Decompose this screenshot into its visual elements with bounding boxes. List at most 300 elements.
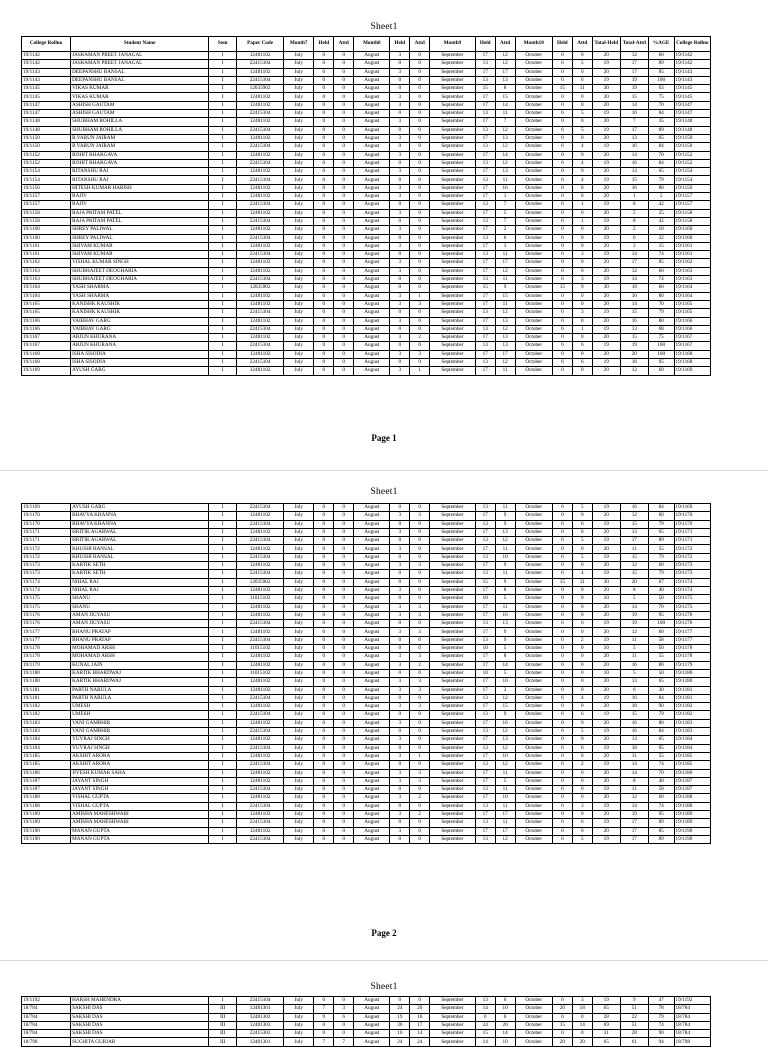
table-cell: SHUBHAJEET DEOGHARIA (71, 276, 209, 284)
table-cell: 0 (334, 251, 354, 259)
table-cell: ASHISH GAUTAM (71, 110, 209, 118)
table-cell: October (515, 143, 552, 151)
table-cell: 2 (572, 636, 592, 644)
table-cell: HITESH KUMAR HARISH (71, 184, 209, 192)
table-cell: 19/1167 (22, 334, 71, 342)
table-cell: September (430, 744, 476, 752)
table-cell: 19/1156 (674, 184, 710, 192)
table-cell: September (430, 719, 476, 727)
table-cell: September (430, 134, 476, 142)
table-cell: September (430, 259, 476, 267)
table-cell: October (515, 168, 552, 176)
table-cell: July (284, 1038, 314, 1046)
table-cell: 0 (390, 60, 410, 68)
table-cell: 12 (620, 267, 648, 275)
table-cell: 0 (334, 1030, 354, 1038)
table-cell: 0 (410, 736, 430, 744)
table-cell: VISHAL GUPTA (71, 802, 209, 810)
table-cell: 14 (572, 1021, 592, 1029)
table-cell: 19 (592, 802, 620, 810)
table-cell: 6 (552, 251, 572, 259)
table-cell: 6 (552, 537, 572, 545)
table-row (22, 827, 711, 835)
table-row (22, 728, 711, 736)
table-cell: 19/1165 (22, 300, 71, 308)
table-cell: September (430, 703, 476, 711)
table-cell: 65 (648, 736, 674, 744)
table-cell: August (354, 769, 390, 777)
table-cell: 0 (334, 694, 354, 702)
table-cell: August (354, 226, 390, 234)
table-cell: I (209, 645, 237, 653)
table-cell: 13 (620, 168, 648, 176)
table-cell: 19 (592, 636, 620, 644)
table-cell: 12481102 (237, 777, 284, 785)
table-cell: 19 (620, 85, 648, 93)
table-cell: 22415104 (237, 835, 284, 843)
table-cell: 13 (475, 76, 495, 84)
table-cell: 8 (620, 201, 648, 209)
table-cell: 0 (572, 752, 592, 760)
table-cell: 0 (314, 110, 334, 118)
table-cell: 0 (334, 678, 354, 686)
table-cell: October (515, 118, 552, 126)
table-row (22, 292, 711, 300)
table-cell: 19/1178 (674, 645, 710, 653)
table-cell: 84 (648, 159, 674, 167)
table-cell: I (209, 786, 237, 794)
table-cell: I (209, 686, 237, 694)
table-cell: I (209, 661, 237, 669)
table-cell: October (515, 325, 552, 333)
table-cell: VISHAL GUPTA (71, 794, 209, 802)
table-cell: 84 (648, 694, 674, 702)
table-cell: October (515, 752, 552, 760)
table-cell: 3 (390, 827, 410, 835)
table-cell: September (430, 159, 476, 167)
table-cell: 100 (648, 76, 674, 84)
table-cell: 5 (495, 645, 515, 653)
table-cell: July (284, 317, 314, 325)
table-cell: III (209, 1030, 237, 1038)
table-cell: 11 (620, 786, 648, 794)
table-cell: September (430, 777, 476, 785)
table-cell: September (430, 93, 476, 101)
table-cell: BHAVYA KHANNA (71, 520, 209, 528)
table-cell: 12481102 (237, 226, 284, 234)
table-cell: 0 (572, 686, 592, 694)
table-cell: 61 (620, 1038, 648, 1046)
table-cell: 0 (552, 134, 572, 142)
table-cell: 15 (475, 85, 495, 93)
table-cell: 17 (475, 226, 495, 234)
table-cell: JASRAMAN PREET JANAGAL (71, 52, 209, 60)
table-cell: 16 (410, 1013, 430, 1021)
table-cell: 0 (390, 325, 410, 333)
table-cell: 5 (620, 595, 648, 603)
table-cell: III (209, 1038, 237, 1046)
table-cell: October (515, 819, 552, 827)
table-cell: 3 (390, 334, 410, 342)
table-cell: 65 (648, 168, 674, 176)
table-cell: 0 (314, 85, 334, 93)
table-cell: 0 (390, 284, 410, 292)
table-cell: SAKSHI DAS (71, 1013, 209, 1021)
table-cell: 3 (390, 777, 410, 785)
table-cell: 0 (475, 1013, 495, 1021)
table-row (22, 143, 711, 151)
table-cell: 19 (592, 176, 620, 184)
table-cell: 70 (648, 300, 674, 308)
table-cell: 0 (314, 777, 334, 785)
table-cell: 80 (648, 292, 674, 300)
table-cell: 15 (475, 284, 495, 292)
table-cell: July (284, 151, 314, 159)
table-cell: 0 (314, 736, 334, 744)
table-cell: July (284, 93, 314, 101)
table-cell: 12481102 (237, 151, 284, 159)
table-cell: July (284, 159, 314, 167)
table-cell: 12481102 (237, 545, 284, 553)
table-cell: 2 (620, 226, 648, 234)
table-cell: 0 (334, 802, 354, 810)
table-cell: JAYANT SINGH (71, 777, 209, 785)
table-cell: October (515, 126, 552, 134)
table-cell: 0 (572, 586, 592, 594)
table-cell: KUNAL JAIN (71, 661, 209, 669)
table-cell: October (515, 777, 552, 785)
table-cell: 0 (572, 786, 592, 794)
table-cell: 3 (410, 653, 430, 661)
table-cell: VANI GAMBHIR (71, 728, 209, 736)
table-cell: 6 (552, 309, 572, 317)
table-cell: 74 (648, 802, 674, 810)
table-cell: August (354, 628, 390, 636)
table-cell: 19/1147 (674, 101, 710, 109)
table-cell: October (515, 827, 552, 835)
table-cell: KARTIK BHARDWAJ (71, 678, 209, 686)
table-cell: SHREY PALIWAL (71, 226, 209, 234)
table-cell: 15 (620, 309, 648, 317)
table-cell: August (354, 234, 390, 242)
table-cell: 13 (475, 325, 495, 333)
table-cell: 22415104 (237, 126, 284, 134)
table-cell: 70 (648, 603, 674, 611)
table-cell: October (515, 367, 552, 375)
table-cell: I (209, 342, 237, 350)
table-cell: 0 (410, 251, 430, 259)
table-cell: July (284, 678, 314, 686)
table-cell: 0 (314, 744, 334, 752)
table-cell: 19 (592, 276, 620, 284)
table-cell: 0 (314, 703, 334, 711)
table-cell: July (284, 728, 314, 736)
table-cell: 16 (495, 719, 515, 727)
table-cell: 22415104 (237, 694, 284, 702)
table-cell: 19/1173 (22, 570, 71, 578)
table-cell: 20 (592, 259, 620, 267)
table-cell: 68 (648, 325, 674, 333)
table-cell: 6 (552, 553, 572, 561)
table-cell: October (515, 669, 552, 677)
table-cell: October (515, 661, 552, 669)
table-cell: September (430, 217, 476, 225)
table-cell: October (515, 636, 552, 644)
table-cell: 12 (620, 52, 648, 60)
table-cell: 19/1152 (22, 151, 71, 159)
table-cell: 11015102 (237, 669, 284, 677)
table-row (22, 669, 711, 677)
table-cell: 9 (495, 520, 515, 528)
table-cell: August (354, 810, 390, 818)
table-cell: 13 (475, 358, 495, 366)
table-cell: 19/1189 (22, 819, 71, 827)
table-cell: August (354, 570, 390, 578)
table-cell: 0 (314, 325, 334, 333)
table-cell: 13 (475, 744, 495, 752)
table-cell: 11 (495, 504, 515, 512)
table-cell: 18 (620, 744, 648, 752)
table-cell: 13 (475, 159, 495, 167)
table-cell: 30 (390, 1021, 410, 1029)
table-cell: 14 (495, 151, 515, 159)
table-cell: 40 (648, 777, 674, 785)
table-cell: 75 (648, 334, 674, 342)
table-cell: 0 (314, 209, 334, 217)
table-cell: 0 (552, 686, 572, 694)
table-cell: July (284, 819, 314, 827)
table-cell: 19/1154 (674, 176, 710, 184)
table-cell: October (515, 694, 552, 702)
table-cell: 70 (648, 769, 674, 777)
table-cell: 19/1142 (22, 52, 71, 60)
table-cell: 0 (390, 694, 410, 702)
table-cell: III (209, 1013, 237, 1021)
table-cell: 5 (572, 835, 592, 843)
table-cell: 15 (648, 242, 674, 250)
table-cell: 22415104 (237, 143, 284, 151)
table-cell: 0 (410, 193, 430, 201)
table-cell: 0 (552, 367, 572, 375)
table-cell: 1 (620, 193, 648, 201)
table-cell: September (430, 728, 476, 736)
table-cell: 13 (495, 620, 515, 628)
column-header: Attd (572, 37, 592, 52)
table-cell: 19/1147 (22, 110, 71, 118)
table-cell: 22415104 (237, 342, 284, 350)
table-cell: I (209, 217, 237, 225)
table-cell: 0 (552, 736, 572, 744)
table-cell: September (430, 603, 476, 611)
table-cell: 3 (390, 168, 410, 176)
table-cell: 0 (410, 719, 430, 727)
table-cell: October (515, 342, 552, 350)
table-cell: July (284, 997, 314, 1005)
table-cell: 20 (592, 661, 620, 669)
table-cell: 20 (572, 1038, 592, 1046)
table-cell: 3 (390, 292, 410, 300)
table-cell: BHANU PRATAP (71, 628, 209, 636)
table-cell: 0 (552, 827, 572, 835)
table-cell: September (430, 636, 476, 644)
table-cell: 20 (592, 300, 620, 308)
table-cell: 3 (390, 134, 410, 142)
table-cell: 19/1157 (22, 193, 71, 201)
table-cell: 95 (648, 744, 674, 752)
table-cell: 7 (620, 118, 648, 126)
table-cell: 60 (648, 367, 674, 375)
table-cell: September (430, 694, 476, 702)
table-cell: 13 (495, 134, 515, 142)
table-cell: 18/784 (674, 1013, 710, 1021)
table-cell: 0 (572, 367, 592, 375)
table-cell: 19 (592, 60, 620, 68)
table-cell: August (354, 611, 390, 619)
table-cell: August (354, 669, 390, 677)
table-cell: 31 (592, 1030, 620, 1038)
column-header: Held (552, 37, 572, 52)
table-cell: 11 (495, 300, 515, 308)
table-cell: October (515, 251, 552, 259)
table-cell: 8 (495, 85, 515, 93)
table-cell: 0 (572, 209, 592, 217)
table-cell: August (354, 317, 390, 325)
table-cell: 19/1169 (674, 504, 710, 512)
table-cell: 19/1166 (22, 317, 71, 325)
table-cell: September (430, 802, 476, 810)
table-cell: 19/1190 (22, 827, 71, 835)
table-cell: 19 (592, 570, 620, 578)
table-cell: 12 (495, 744, 515, 752)
table-cell: I (209, 143, 237, 151)
table-cell: 0 (552, 242, 572, 250)
table-cell: 0 (390, 176, 410, 184)
table-cell: September (430, 752, 476, 760)
table-cell: 0 (314, 711, 334, 719)
table-row (22, 101, 711, 109)
table-cell: 20 (592, 193, 620, 201)
table-cell: 0 (410, 553, 430, 561)
table-row (22, 284, 711, 292)
table-cell: 16 (620, 728, 648, 736)
table-cell: SHIVAM KUMAR (71, 242, 209, 250)
table-cell: 13 (475, 60, 495, 68)
table-cell: 0 (334, 168, 354, 176)
table-cell: I (209, 752, 237, 760)
table-cell: 15 (620, 711, 648, 719)
table-cell: August (354, 276, 390, 284)
table-cell: August (354, 209, 390, 217)
table-cell: I (209, 578, 237, 586)
table-cell: 80 (648, 661, 674, 669)
table-cell: 10 (648, 226, 674, 234)
table-cell: July (284, 143, 314, 151)
table-cell: 85 (648, 68, 674, 76)
table-cell: 0 (552, 528, 572, 536)
table-cell: September (430, 661, 476, 669)
table-cell: 19/1148 (674, 126, 710, 134)
table-cell: 11 (495, 802, 515, 810)
table-cell: 0 (572, 777, 592, 785)
column-header: Total-Attd (620, 37, 648, 52)
table-cell: 3 (572, 802, 592, 810)
table-cell: September (430, 76, 476, 84)
table-cell: 20 (592, 242, 620, 250)
table-cell: 0 (572, 769, 592, 777)
table-cell: July (284, 76, 314, 84)
table-cell: October (515, 810, 552, 818)
table-cell: 3 (390, 52, 410, 60)
table-cell: August (354, 595, 390, 603)
table-cell: July (284, 586, 314, 594)
table-cell: August (354, 217, 390, 225)
table-cell: 35 (648, 118, 674, 126)
table-cell: 24 (390, 1038, 410, 1046)
table-cell: 0 (334, 645, 354, 653)
table-cell: 0 (314, 342, 334, 350)
table-cell: 19 (592, 761, 620, 769)
table-cell: 2 (410, 334, 430, 342)
table-cell: 0 (410, 570, 430, 578)
table-cell: 19/1190 (674, 835, 710, 843)
table-cell: I (209, 777, 237, 785)
table-cell: July (284, 661, 314, 669)
table-cell: I (209, 694, 237, 702)
table-cell: I (209, 317, 237, 325)
table-cell: 20 (592, 752, 620, 760)
table-cell: September (430, 736, 476, 744)
table-cell: 0 (390, 126, 410, 134)
table-cell: 15 (620, 570, 648, 578)
table-cell: 22415104 (237, 786, 284, 794)
table-cell: 14 (495, 661, 515, 669)
table-cell: August (354, 242, 390, 250)
table-cell: 12481102 (237, 678, 284, 686)
table-cell: October (515, 52, 552, 60)
table-cell: September (430, 276, 476, 284)
table-cell: 10 (592, 595, 620, 603)
table-cell: PARTH NARULA (71, 686, 209, 694)
table-cell: I (209, 586, 237, 594)
table-cell: I (209, 802, 237, 810)
table-cell: September (430, 367, 476, 375)
table-cell: 0 (334, 134, 354, 142)
table-cell: 19/1148 (22, 126, 71, 134)
table-cell: 19/1142 (674, 60, 710, 68)
table-cell: September (430, 1005, 476, 1013)
table-cell: 0 (334, 827, 354, 835)
table-cell: 13 (475, 504, 495, 512)
table-cell: YASH SHARMA (71, 292, 209, 300)
table-cell: 3 (410, 777, 430, 785)
table-cell: 17 (475, 586, 495, 594)
table-cell: SHIVAM KUMAR (71, 251, 209, 259)
table-cell: 19/1158 (22, 209, 71, 217)
table-cell: 0 (334, 110, 354, 118)
table-cell: 0 (314, 217, 334, 225)
table-cell: 2 (572, 761, 592, 769)
table-cell: October (515, 997, 552, 1005)
table-cell: 16 (495, 611, 515, 619)
table-cell: 0 (552, 669, 572, 677)
table-cell: VISHAL KUMAR SINGH (71, 259, 209, 267)
table-cell: 20 (592, 678, 620, 686)
table-cell: 0 (552, 193, 572, 201)
table-cell: July (284, 300, 314, 308)
table-cell: September (430, 309, 476, 317)
table-cell: 47 (648, 997, 674, 1005)
table-cell: 0 (334, 761, 354, 769)
